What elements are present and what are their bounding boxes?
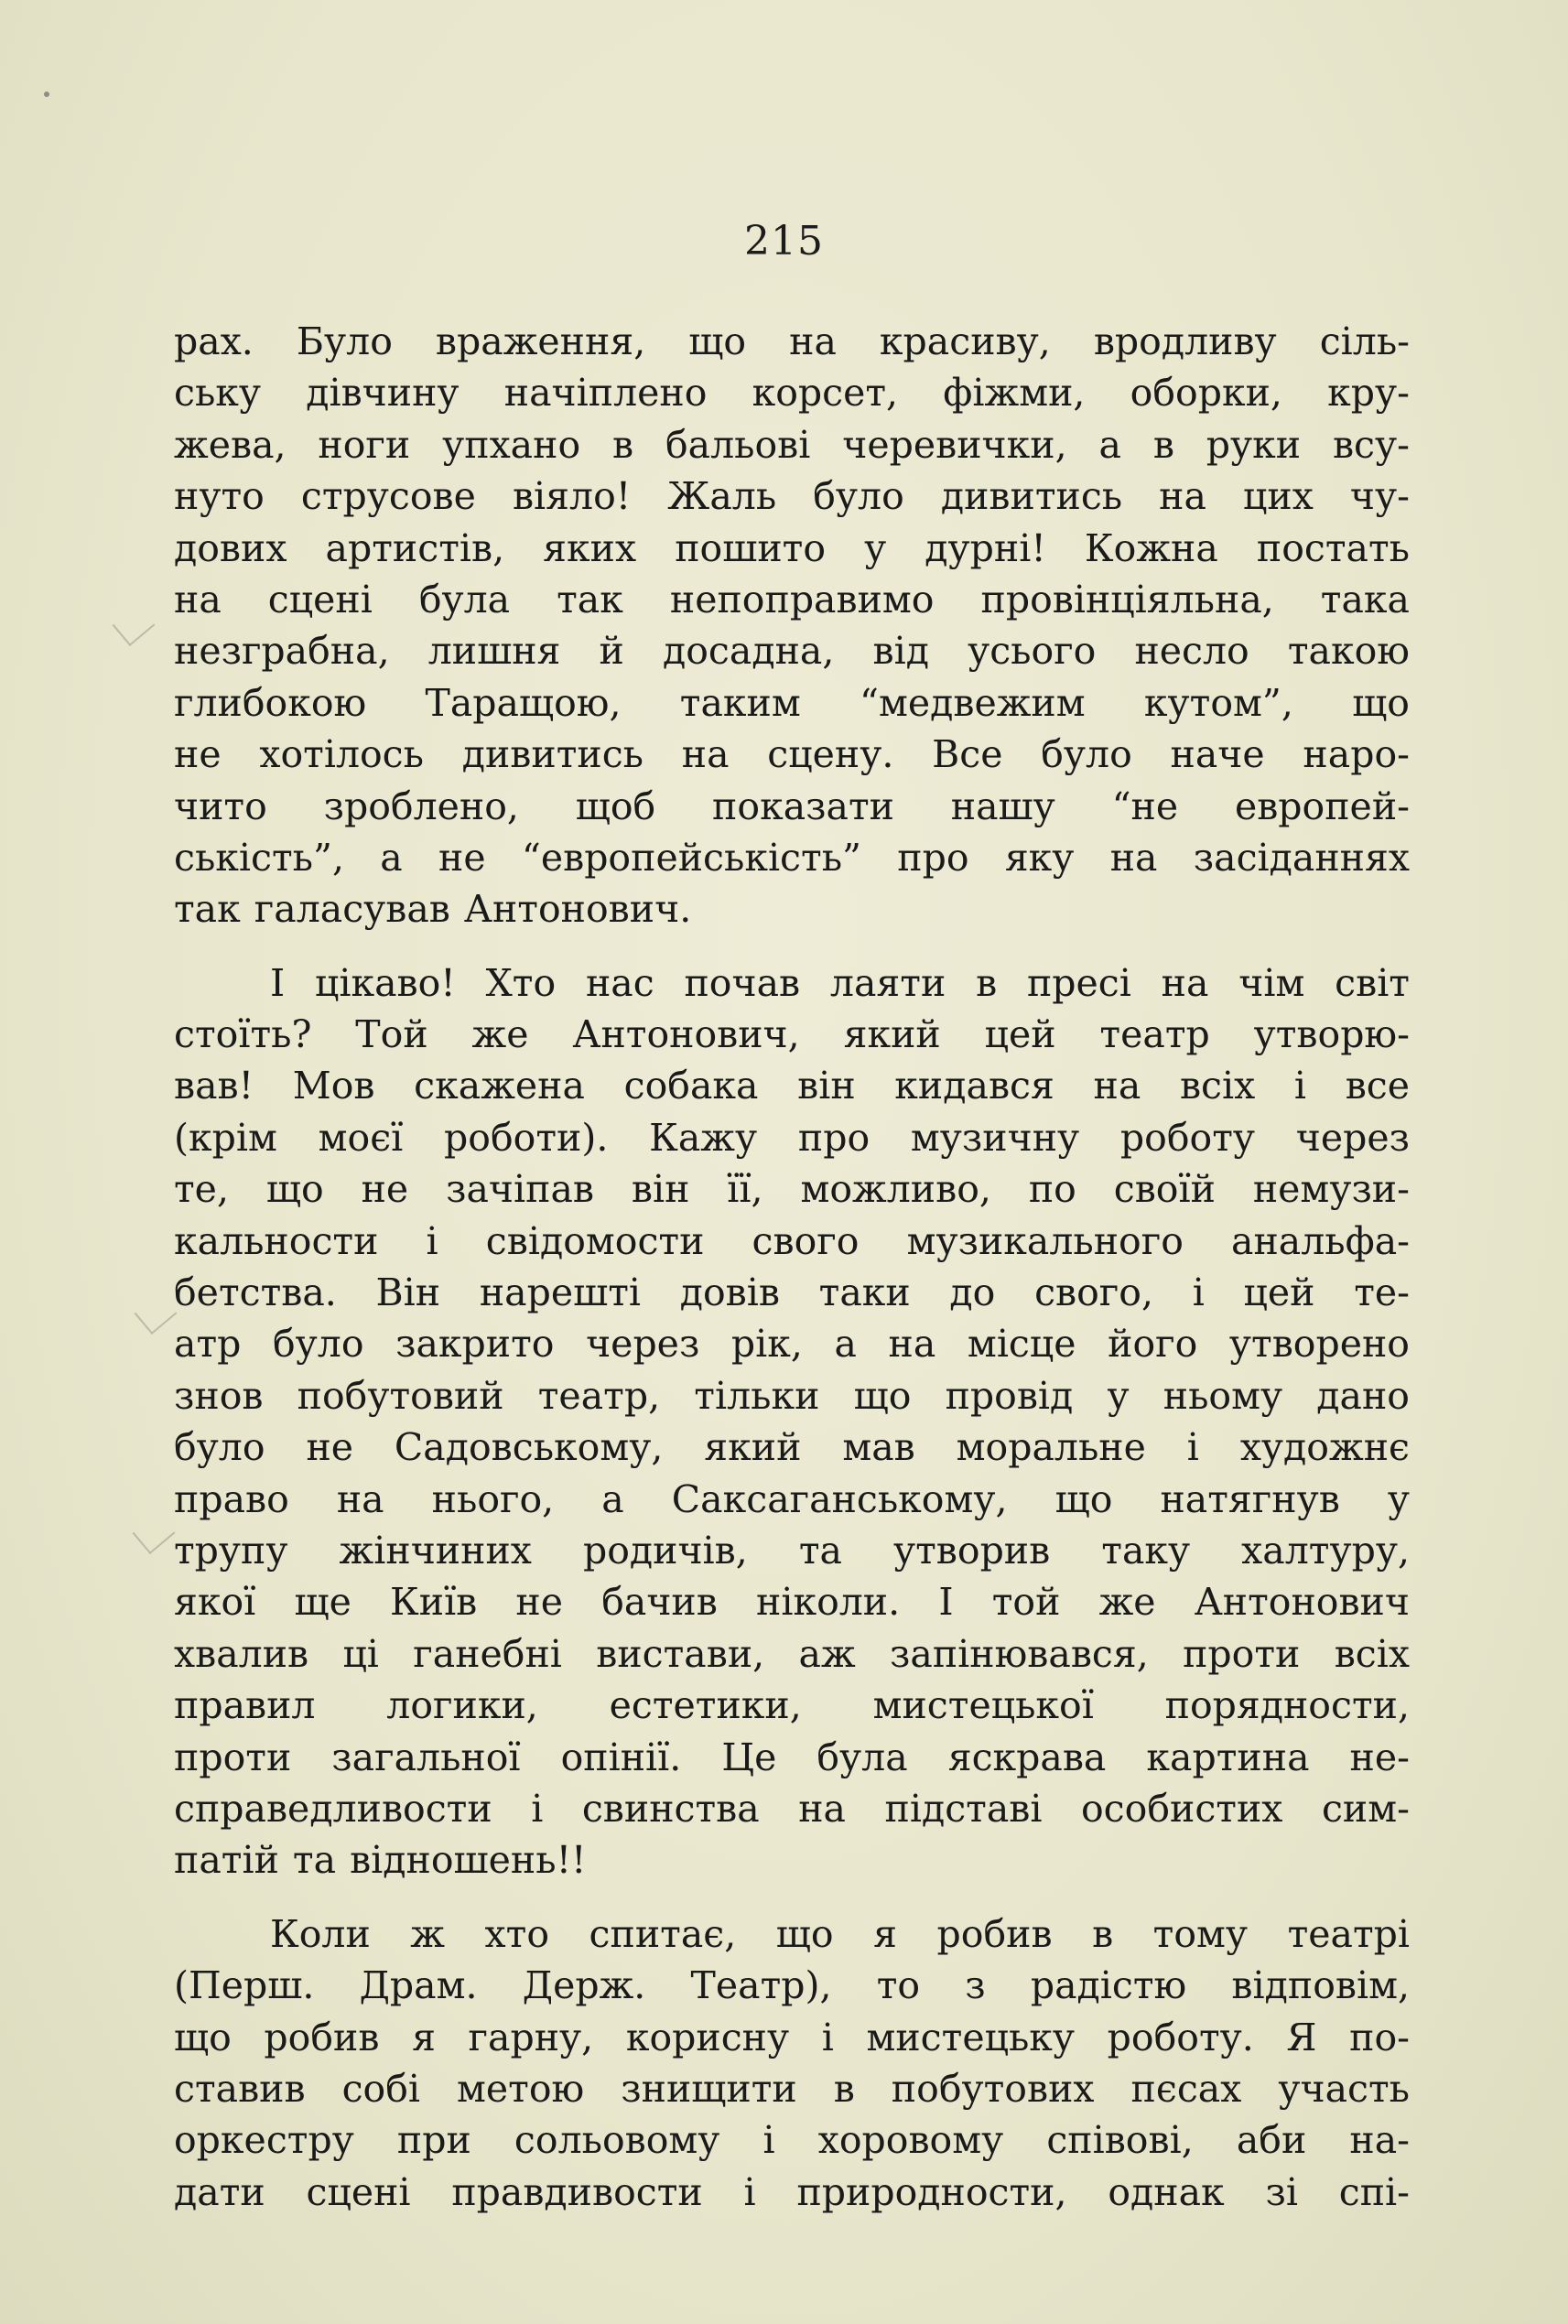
text-line: дати сцені правдивости і природности, однак зі спі- xyxy=(174,2169,1410,2214)
text-line: вав! Мов скажена собака він кидався на всіх і все xyxy=(174,1064,1410,1108)
text-line: що робив я гарну, корисну і мистецьку роботу. Я по- xyxy=(174,2015,1410,2059)
text-line: бетства. Він нарешті довів таки до свого, і цей те- xyxy=(174,1270,1410,1315)
text-line: нуто струсове віяло! Жаль було дивитись на цих чу- xyxy=(174,474,1410,519)
text-line: (крім моєї роботи). Кажу про музичну роботу через xyxy=(174,1115,1410,1160)
paragraph-3 xyxy=(174,1908,1410,2218)
text-line: дових артистів, яких пошито у дурні! Кожна постать xyxy=(174,525,1410,570)
text-line: патій та відношень!! xyxy=(174,1838,587,1883)
text-line: якої ще Київ не бачив ніколи. І той же Антонович xyxy=(174,1580,1410,1625)
text-line: трупу жінчиних родичів, та утворив таку халтуру, xyxy=(174,1528,1410,1573)
text-line: стоїть? Той же Антонович, який цей театр утворю- xyxy=(174,1012,1410,1057)
pencil-mark-icon xyxy=(113,604,156,646)
text-line: рах. Було враження, що на красиву, вродливу сіль- xyxy=(174,319,1410,363)
text-line: глибокою Таращою, таким “медвежим кутом”, що xyxy=(174,680,1410,725)
text-line: право на нього, а Саксаганському, що натягнув у xyxy=(174,1476,1410,1521)
text-line: на сцені була так непоправимо провінціяльна, така xyxy=(174,577,1410,622)
text-line: І цікаво! Хто нас почав лаяти в пресі на чім світ xyxy=(270,960,1410,1005)
paper-speck xyxy=(44,92,49,97)
text-line: було не Садовському, який мав моральне і художнє xyxy=(174,1425,1410,1470)
paragraph-2 xyxy=(174,957,1410,1886)
text-line: ськість”, а не “европейськість” про яку на засіданнях xyxy=(174,835,1410,880)
pencil-mark-icon xyxy=(135,1292,178,1335)
text-line: незграбна, лишня й досадна, від усього несло такою xyxy=(174,629,1410,674)
text-line: те, що не зачіпав він її, можливо, по своїй немузи- xyxy=(174,1167,1410,1212)
page-number: 215 xyxy=(744,218,824,265)
body-text xyxy=(174,316,1410,2240)
text-line: чито зроблено, щоб показати нашу “не европей- xyxy=(174,784,1410,828)
text-line: (Перш. Драм. Держ. Театр), то з радістю відповім, xyxy=(174,1963,1410,2008)
text-line: так галасував Антонович. xyxy=(174,887,692,932)
text-line: не хотілось дивитись на сцену. Все було наче наро- xyxy=(174,732,1410,777)
pencil-mark-icon xyxy=(133,1512,176,1554)
text-line: правил логики, естетики, мистецької порядности, xyxy=(174,1683,1410,1728)
text-line: проти загальної опінії. Це була яскрава картина не- xyxy=(174,1735,1410,1779)
text-line: оркестру при сольовому і хоровому співові, аби на- xyxy=(174,2118,1410,2163)
text-line: ську дівчину начіплено корсет, фіжми, оборки, кру- xyxy=(174,371,1410,416)
text-line: справедливости і свинства на підставі особистих сим- xyxy=(174,1786,1410,1831)
text-line: хвалив ці ганебні вистави, аж запінювався, проти всіх xyxy=(174,1631,1410,1676)
paragraph-1 xyxy=(174,316,1410,935)
text-line: жева, ноги упхано в бальові черевички, а в руки всу- xyxy=(174,422,1410,467)
text-line: ставив собі метою знищити в побутових пєсах участь xyxy=(174,2066,1410,2111)
text-line: Коли ж хто спитає, що я робив в тому театрі xyxy=(270,1911,1410,1956)
text-line: атр було закрито через рік, а на місце його утворено xyxy=(174,1322,1410,1367)
text-line: кальности і свідомости свого музикального анальфа- xyxy=(174,1218,1410,1263)
text-line: знов побутовий театр, тільки що провід у ньому дано xyxy=(174,1373,1410,1418)
